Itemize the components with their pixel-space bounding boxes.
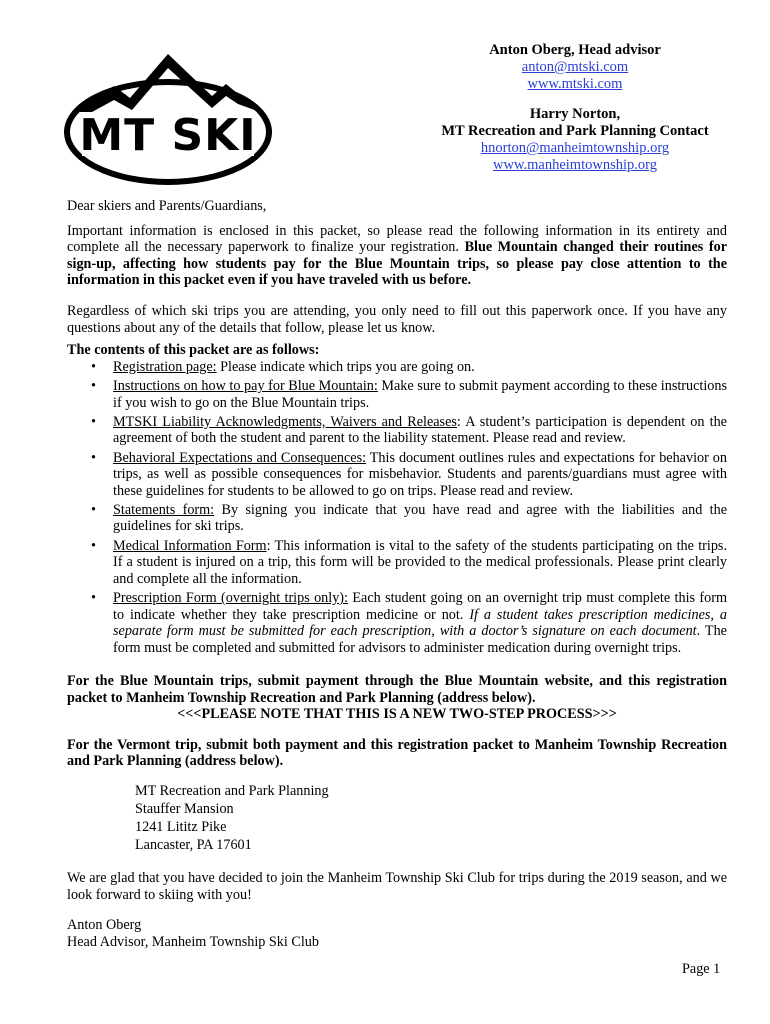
item-tail-text: . The form must be completed and submitted for advisors to administer medication during overnight trips.: [113, 623, 727, 656]
item-text: Make sure to submit payment according to these instructions if you wish to go on the Blue Mountain trips.: [113, 377, 727, 411]
address-line: 1241 Lititz Pike: [135, 818, 227, 835]
item-text: By signing you indicate that you have read and agree with the liabilities and the guidelines for ski trips.: [113, 501, 728, 535]
address-line: Stauffer Mansion: [135, 800, 234, 817]
salutation: Dear skiers and Parents/Guardians,: [67, 198, 267, 214]
contact-email-link[interactable]: hnorton@manheimtownship.org: [480, 140, 670, 156]
advisor-email-link[interactable]: anton@mtski.com: [521, 59, 629, 75]
closing-paragraph: We are glad that you have decided to join the Manheim Township Ski Club for trips during the 2019 season, and we look forward to skiing with you!: [67, 869, 727, 903]
intro-bold-text: Blue Mountain changed their routines for sign-up, affecting how students pay for the Blue Mountain trips, so please pay close attention to the information in this packet even if you have traveled with us before.: [67, 239, 727, 289]
item-label: Behavioral Expectations and Consequences:: [113, 449, 367, 466]
list-item: [113, 538, 727, 588]
item-label: Statements form:: [113, 501, 215, 518]
two-step-note: <<<PLEASE NOTE THAT THIS IS A NEW TWO-STEP PROCESS>>>: [177, 706, 617, 723]
advisor-name: Anton Oberg, Head advisor: [489, 42, 661, 58]
item-text: This document outlines rules and expectations for behavior on trips, as well as possible consequences for misbehavior. Students and parents/guardians must agree with these guidelines for students to be allowed to go on trips. Please read and review.: [113, 449, 727, 499]
contents-heading: The contents of this packet are as follows:: [67, 342, 320, 359]
contact-website-link[interactable]: www.manheimtownship.org: [493, 157, 657, 173]
list-item: [113, 590, 727, 656]
item-text: : A student’s participation is dependent on the agreement of both the student and parent to the liability statement. Please read and review.: [113, 413, 727, 447]
mt-ski-logo: [62, 46, 274, 186]
item-text: : This information is vital to the safety of the students participating on the trips. If a student is injured on a trip, this form will be provided to the medical professionals. Please print clearly and complete all the information.: [113, 537, 727, 587]
mailing-address: [67, 782, 727, 854]
item-label: Medical Information Form: [113, 537, 267, 554]
vermont-note: For the Vermont trip, submit both payment and this registration packet to Manheim Township Recreation and Park Planning (address below).: [67, 736, 727, 770]
address-line: Lancaster, PA 17601: [135, 836, 252, 853]
item-label: Registration page:: [113, 358, 217, 375]
item-text: Each student going on an overnight trip must complete this form to indicate whether they take prescription medicine or not.: [113, 590, 727, 623]
intro-text: Important information is enclosed in this packet, so please read the following information in its entirety and complete all the necessary paperwork to finalize your registration.: [67, 222, 727, 256]
list-item: [113, 378, 727, 411]
item-text: Please indicate which trips you are going on.: [216, 358, 475, 375]
contents-list: [67, 359, 727, 657]
signature-name: Anton Oberg: [67, 917, 142, 934]
list-item: [113, 414, 727, 447]
contact-name: Harry Norton,: [529, 106, 621, 122]
item-label: MTSKI Liability Acknowledgments, Waivers and Releases: [113, 413, 457, 430]
intro-paragraph: [67, 223, 727, 289]
regardless-paragraph: Regardless of which ski trips you are attending, you only need to fill out this paperwork once. If you have any questions about any of the details that follow, please let us know.: [67, 302, 727, 336]
list-item: [113, 359, 727, 376]
list-item: [113, 450, 727, 500]
contact-title: MT Recreation and Park Planning Contact: [441, 123, 709, 139]
item-italic-text: If a student takes prescription medicines, a separate form must be submitted for each prescription, with a doctor’s signature on each document: [113, 606, 727, 640]
page-number: Page 1: [682, 961, 721, 977]
signature-title: Head Advisor, Manheim Township Ski Club: [67, 933, 319, 950]
blue-mountain-note: For the Blue Mountain trips, submit payment through the Blue Mountain website, and this registration packet to Manheim Township Recreation and Park Planning (address below).: [67, 673, 727, 706]
letter-body: [67, 198, 727, 950]
advisor-website-link[interactable]: www.mtski.com: [527, 76, 623, 92]
logo-text: MT SKI: [79, 110, 257, 161]
item-label: Instructions on how to pay for Blue Mountain:: [113, 377, 378, 394]
address-line: MT Recreation and Park Planning: [135, 782, 329, 799]
list-item: [113, 502, 727, 535]
item-label: Prescription Form (overnight trips only):: [113, 590, 348, 607]
contact-block: [420, 42, 730, 174]
